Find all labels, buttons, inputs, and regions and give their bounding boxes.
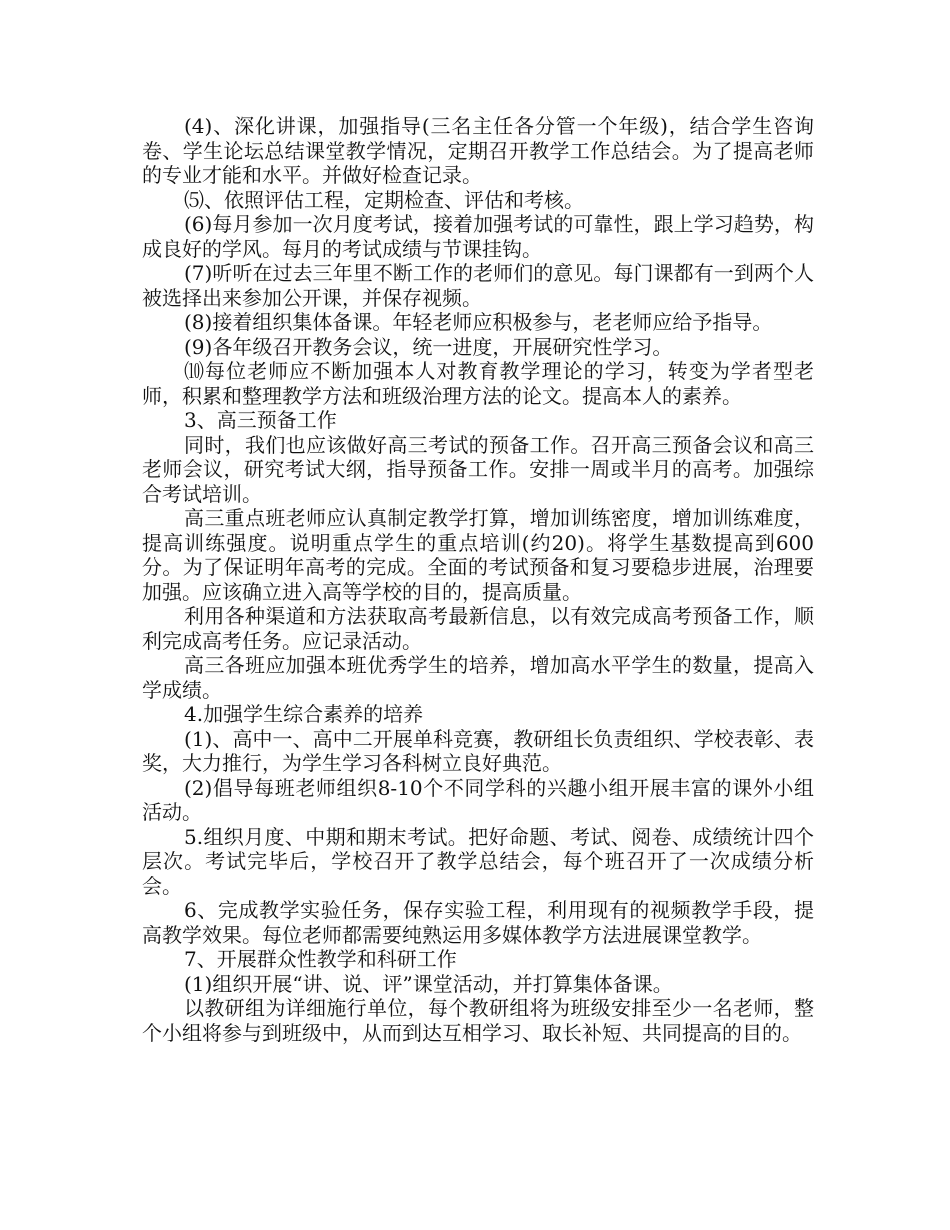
paragraph: 利用各种渠道和方法获取高考最新信息，以有效完成高考预备工作，顺利完成高考任务。应记录活动。 bbox=[142, 604, 814, 653]
section-heading: 7、开展群众性教学和科研工作 bbox=[184, 947, 457, 971]
paragraph: 5.组织月度、中期和期末考试。把好命题、考试、阅卷、成绩统计四个层次。考试完毕后，学校召开了教学总结会，每个班召开了一次成绩分析会。 bbox=[142, 824, 814, 898]
document-body bbox=[142, 114, 814, 1045]
paragraph: 以教研组为详细施行单位，每个教研组将为班级安排至少一名老师，整个小组将参与到班级中，从而到达互相学习、取长补短、共同提高的目的。 bbox=[142, 996, 814, 1045]
paragraph: (7)听听在过去三年里不断工作的老师们的意见。每门课都有一到两个人被选择出来参加公开课，并保存视频。 bbox=[142, 261, 814, 310]
section-heading: 4.加强学生综合素养的培养 bbox=[184, 702, 424, 726]
paragraph: (1)组织开展“讲、说、评”课堂活动，并打算集体备课。 bbox=[184, 971, 673, 996]
paragraph: ⑸、依照评估工程，定期检查、评估和考核。 bbox=[184, 187, 584, 212]
section-heading: 3、高三预备工作 bbox=[184, 408, 337, 432]
paragraph: (2)倡导每班老师组织8-10个不同学科的兴趣小组开展丰富的课外小组活动。 bbox=[142, 775, 814, 824]
paragraph: (8)接着组织集体备课。年轻老师应积极参与，老老师应给予指导。 bbox=[184, 310, 773, 334]
paragraph: (4)、深化讲课，加强指导(三名主任各分管一个年级)，结合学生咨询卷、学生论坛总结课堂教学情况，定期召开教学工作总结会。为了提高老师的专业才能和水平。并做好检查记录。 bbox=[142, 114, 814, 187]
paragraph: (6)每月参加一次月度考试，接着加强考试的可靠性，跟上学习趋势，构成良好的学风。每月的考试成绩与节课挂钩。 bbox=[142, 212, 814, 261]
paragraph: (9)各年级召开教务会议，统一进度，开展研究性学习。 bbox=[184, 334, 673, 359]
paragraph: 高三重点班老师应认真制定教学打算，增加训练密度，增加训练难度，提高训练强度。说明重点学生的重点培训(约20)。将学生基数提高到600分。为了保证明年高考的完成。全面的考试预备和复习要稳步进展，治理要加强。应该确立进入高等学校的目的，提高质量。 bbox=[142, 506, 814, 604]
paragraph: ⑽每位老师应不断加强本人对教育教学理论的学习，转变为学者型老师，积累和整理教学方法和班级治理方法的论文。提高本人的素养。 bbox=[142, 359, 814, 408]
paragraph: (1)、高中一、高中二开展单科竞赛，教研组长负责组织、学校表彰、表奖，大力推行，为学生学习各科树立良好典范。 bbox=[142, 726, 814, 775]
paragraph: 高三各班应加强本班优秀学生的培养，增加高水平学生的数量，提高入学成绩。 bbox=[142, 653, 814, 702]
paragraph: 同时，我们也应该做好高三考试的预备工作。召开高三预备会议和高三老师会议，研究考试大纲，指导预备工作。安排一周或半月的高考。加强综合考试培训。 bbox=[142, 432, 814, 506]
paragraph: 6、完成教学实验任务，保存实验工程，利用现有的视频教学手段，提高教学效果。每位老师都需要纯熟运用多媒体教学方法进展课堂教学。 bbox=[142, 898, 814, 947]
